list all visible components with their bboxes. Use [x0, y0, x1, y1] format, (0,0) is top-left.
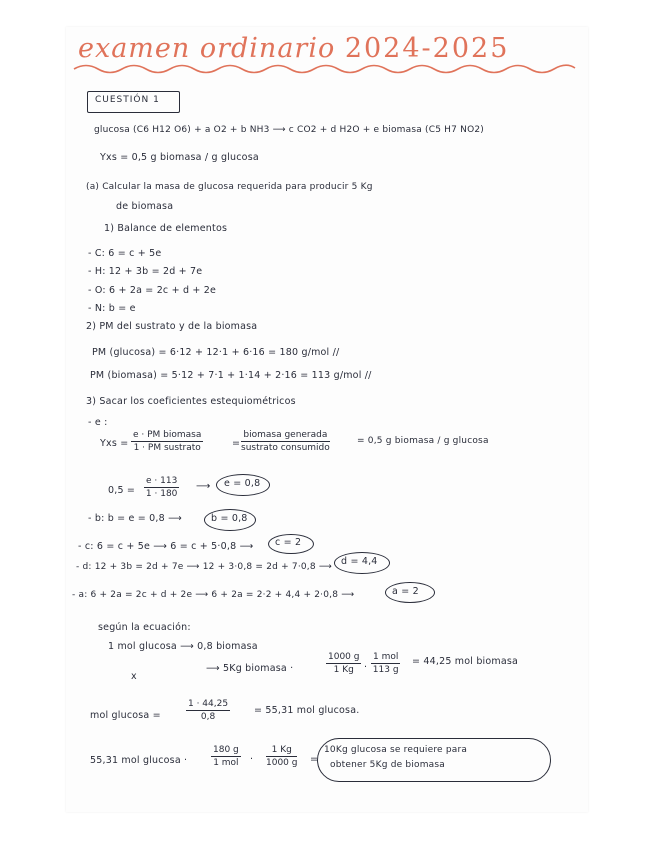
- a-line: - a: 6 + 2a = 2c + d + 2e ⟶ 6 + 2a = 2·2 + 4,4 + 2·0,8 ⟶: [72, 590, 355, 600]
- title-year: 2024-2025: [344, 33, 510, 64]
- d-result: d = 4,4: [341, 556, 378, 567]
- yxs-lhs: Yxs =: [100, 438, 129, 449]
- yxs-fraction-2: [241, 430, 330, 453]
- part-a-line-1: (a) Calcular la masa de glucosa requerida para producir 5 Kg: [86, 182, 373, 192]
- page-title: [78, 33, 509, 64]
- c-result: c = 2: [275, 537, 302, 548]
- mol-glucosa-result: = 55,31 mol glucosa.: [254, 705, 360, 716]
- pm-glucosa: PM (glucosa) = 6·12 + 12·1 + 6·16 = 180 g/mol //: [92, 347, 340, 358]
- a-result: a = 2: [392, 586, 419, 597]
- final-fraction-2-numerator: 1 Kg: [266, 745, 297, 757]
- prop-fraction-2-numerator: 1 mol: [373, 652, 399, 662]
- proportion-line-1: 1 mol glucosa ⟶ 0,8 biomasa: [108, 641, 258, 652]
- d-line: - d: 12 + 3b = 2d + 7e ⟶ 12 + 3·0,8 = 2d + 7·0,8 ⟶: [76, 562, 332, 572]
- prop-fraction-2: [371, 652, 400, 675]
- question-label: CUESTIÓN 1: [95, 95, 160, 105]
- e-result: e = 0,8: [224, 478, 261, 489]
- balance-c: - C: 6 = c + 5e: [88, 248, 162, 259]
- yxs-fraction-2-denominator: sustrato consumido: [241, 443, 330, 453]
- prop-fraction-1-denominator: 1 Kg: [333, 665, 354, 675]
- prop-fraction-1: [326, 652, 361, 675]
- yxs-fraction-2-numerator: biomasa generada: [241, 430, 330, 442]
- final-calc-lhs: 55,31 mol glucosa ·: [90, 755, 188, 766]
- mol-glucosa-denominator: 0,8: [200, 712, 216, 722]
- part-a-line-2: de biomasa: [116, 201, 174, 212]
- final-answer-line-1: 10Kg glucosa se requiere para: [324, 745, 468, 755]
- final-answer-line-2: obtener 5Kg de biomasa: [330, 760, 446, 770]
- final-fraction-2: [266, 745, 297, 768]
- note-page: [66, 27, 588, 812]
- mol-glucosa-fraction: [186, 699, 230, 722]
- e-arrow-icon: ⟶: [196, 481, 211, 492]
- prop-dot: ·: [364, 662, 368, 673]
- c-line: - c: 6 = c + 5e ⟶ 6 = c + 5·0,8 ⟶: [78, 541, 254, 552]
- proportion-result: = 44,25 mol biomasa: [412, 656, 519, 667]
- balance-h: - H: 12 + 3b = 2d + 7e: [88, 266, 203, 277]
- proportion-line-2: ⟶ 5Kg biomasa ·: [206, 663, 294, 674]
- prop-fraction-1-numerator: 1000 g: [328, 652, 360, 662]
- step-3-heading: 3) Sacar los coeficientes estequiométricos: [86, 396, 296, 407]
- e-label: - e :: [88, 417, 108, 428]
- segun-ecuacion: según la ecuación:: [98, 622, 191, 633]
- e-calc-denominator: 1 · 180: [145, 489, 178, 499]
- title-underline-wave: [72, 62, 577, 76]
- yield-line: Yxs = 0,5 g biomasa / g glucosa: [100, 152, 259, 163]
- final-fraction-1-denominator: 1 mol: [213, 758, 239, 768]
- balance-o: - O: 6 + 2a = 2c + d + 2e: [88, 285, 217, 296]
- prop-fraction-2-denominator: 113 g: [372, 665, 399, 675]
- b-line: - b: b = e = 0,8 ⟶: [88, 513, 182, 524]
- reaction-equation: glucosa (C6 H12 O6) + a O2 + b NH3 ⟶ c CO2 + d H2O + e biomasa (C5 H7 NO2): [94, 125, 484, 135]
- balance-n: - N: b = e: [88, 303, 136, 314]
- step-2-heading: 2) PM del sustrato y de la biomasa: [86, 321, 258, 332]
- title-main: examen ordinario: [78, 33, 336, 64]
- yxs-fraction-1-denominator: 1 · PM sustrato: [133, 443, 201, 453]
- e-calc-fraction: [144, 476, 179, 499]
- step-1-heading: 1) Balance de elementos: [104, 223, 228, 234]
- e-calc-numerator: e · 113: [146, 476, 178, 486]
- yxs-fraction-1: [131, 430, 203, 453]
- final-fraction-1: [211, 745, 241, 768]
- proportion-x: x: [131, 671, 137, 682]
- mol-glucosa-numerator: 1 · 44,25: [188, 699, 229, 709]
- final-dot: ·: [250, 754, 254, 765]
- final-fraction-1-numerator: 180 g: [213, 745, 239, 755]
- yxs-fraction-1-numerator: e · PM biomasa: [133, 430, 202, 440]
- final-fraction-2-denominator: 1000 g: [266, 758, 298, 768]
- pm-biomasa: PM (biomasa) = 5·12 + 7·1 + 1·14 + 2·16 = 113 g/mol //: [90, 370, 372, 381]
- b-result: b = 0,8: [211, 513, 248, 524]
- mol-glucosa-lhs: mol glucosa =: [90, 710, 161, 721]
- yxs-equals: =: [232, 438, 241, 449]
- e-calc-lhs: 0,5 =: [108, 485, 136, 496]
- yxs-rhs: = 0,5 g biomasa / g glucosa: [357, 436, 489, 446]
- final-equals: =: [310, 754, 319, 765]
